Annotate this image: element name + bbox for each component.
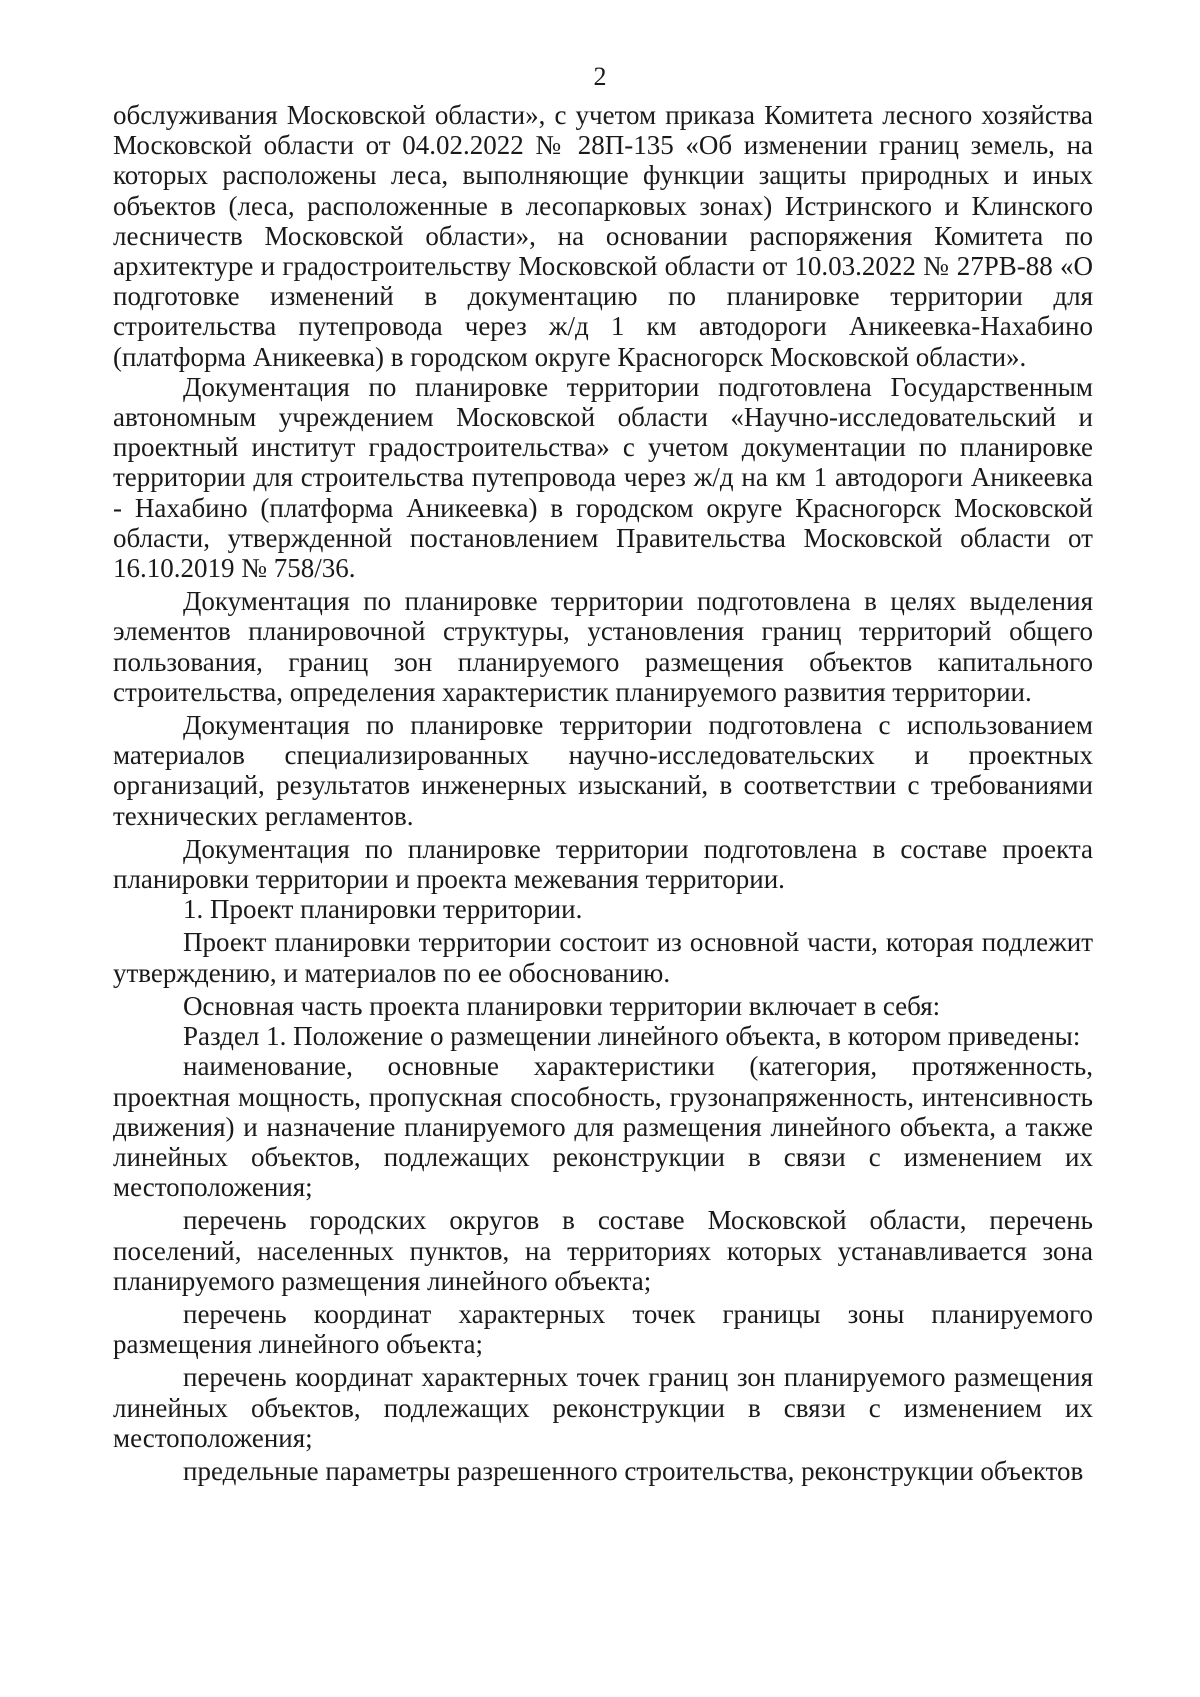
- paragraph: Раздел 1. Положение о размещении линейного объекта, в котором приведены:: [183, 1021, 1081, 1052]
- list-item: предельные параметры разрешенного строительства, реконструкции объектов: [183, 1455, 1084, 1486]
- paragraph: Документация по планировке территории подготовлена в целях выделения элементов планировочной структуры, установления границ территорий общего пользования, границ зон планируемого размещения объектов капитального строительства, определения характеристик планируемого развития территории.: [113, 586, 1093, 707]
- paragraph: Основная часть проекта планировки территории включает в себя:: [183, 990, 941, 1021]
- paragraph: Документация по планировке территории подготовлена в составе проекта планировки территории и проекта межевания территории.: [113, 833, 1093, 895]
- paragraph-continuation: обслуживания Московской области», с учетом приказа Комитета лесного хозяйства Московской области от 04.02.2022 № 28П-135 «Об изменении границ земель, на которых расположены леса, выполняющие функции защиты природных и иных объектов (леса, расположенные в лесопарковых зонах) Истринского и Клинского лесничеств Московской области», на основании распоряжения Комитета по архитектуре и градостроительству Московской области от 10.03.2022 № 27РВ-88 «О подготовке изменений в документацию по планировке территории для строительства путепровода через ж/д 1 км автодороги Аникеевка-Нахабино (платформа Аникеевка) в городском округе Красногорск Московской области».: [113, 100, 1093, 372]
- page-number: 2: [593, 62, 607, 91]
- paragraph: Проект планировки территории состоит из основной части, которая подлежит утверждению, и материалов по ее обоснованию.: [113, 927, 1093, 988]
- list-item: перечень координат характерных точек границы зоны планируемого размещения линейного объекта;: [113, 1298, 1093, 1360]
- paragraph: Документация по планировке территории подготовлена Государственным автономным учреждением Московской области «Научно-исследовательский и проектный институт градостроительства» с учетом документации по планировке территории для строительства путепровода через ж/д на км 1 автодороги Аникеевка - Нахабино (платформа Аникеевка) в городском округе Красногорск Московской области, утвержденной постановлением Правительства Московской области от 16.10.2019 № 758/36.: [113, 371, 1093, 584]
- list-item: перечень координат характерных точек границ зон планируемого размещения линейных объектов, подлежащих реконструкции в связи с изменением их местоположения;: [113, 1362, 1093, 1453]
- list-item: перечень городских округов в составе Московской области, перечень поселений, населенных пунктов, на территориях которых устанавливается зона планируемого размещения линейного объекта;: [113, 1205, 1093, 1296]
- paragraph: Документация по планировке территории подготовлена с использованием материалов специализированных научно-исследовательских и проектных организаций, результатов инженерных изысканий, в соответствии с требованиями технических регламентов.: [113, 710, 1093, 831]
- document-body: [113, 100, 1093, 1486]
- section-heading: 1. Проект планировки территории.: [183, 894, 583, 925]
- list-item: наименование, основные характеристики (категория, протяженность, проектная мощность, пропускная способность, грузонапряженность, интенсивность движения) и назначение планируемого для размещения линейного объекта, а также линейных объектов, подлежащих реконструкции в связи с изменением их местоположения;: [113, 1051, 1093, 1203]
